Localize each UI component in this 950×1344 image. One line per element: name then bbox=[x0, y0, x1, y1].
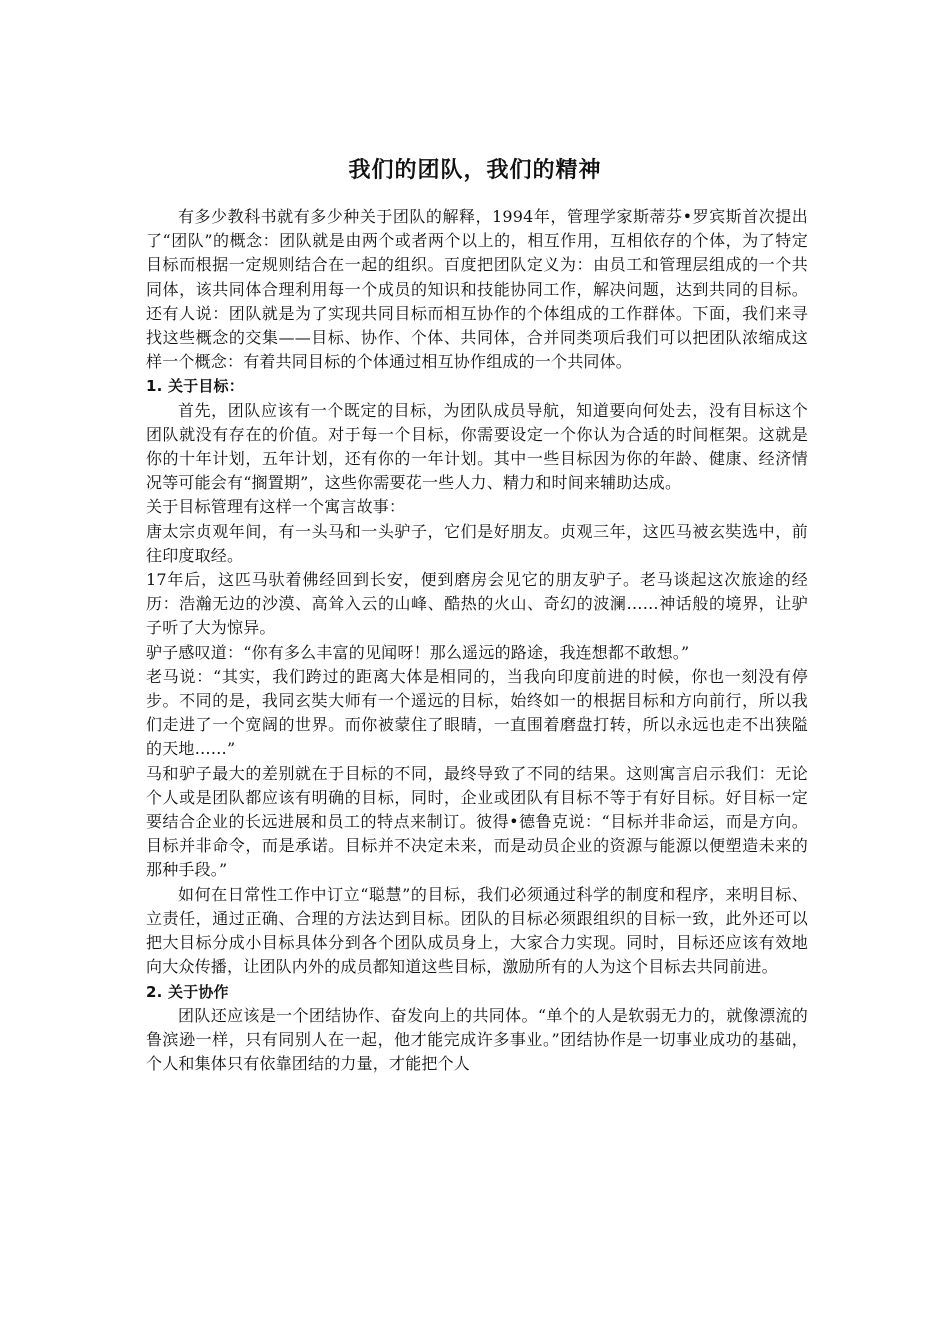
paragraph: 如何在日常性工作中订立“聪慧”的目标，我们必须通过科学的制度和程序，来明目标、立责任，通过正确、合理的方法达到目标。团队的目标必须跟组织的目标一致，此外还可以把大目标分成小目标具体分到各个团队成员身上，大家合力实现。同时，目标还应该有效地向大众传播，让团队内外的成员都知道这些目标，激励所有的人为这个目标去共同前进。 bbox=[146, 884, 808, 977]
paragraph: 首先，团队应该有一个既定的目标，为团队成员导航，知道要向何处去，没有目标这个团队就没有存在的价值。对于每一个目标，你需要设定一个你认为合适的时间框架。这就是你的十年计划，五年计划，还有你的一年计划。其中一些目标因为你的年龄、健康、经济情况等可能会有“搁置期”，这些你需要花一些人力、精力和时间来辅助达成。 bbox=[146, 400, 808, 493]
paragraph: 唐太宗贞观年间，有一头马和一头驴子，它们是好朋友。贞观三年，这匹马被玄奘选中，前往印度取经。 bbox=[146, 521, 808, 565]
paragraph: 团队还应该是一个团结协作、奋发向上的共同体。“单个的人是软弱无力的，就像漂流的鲁滨逊一样，只有同别人在一起，他才能完成许多事业。”团结协作是一切事业成功的基础，个人和集体只有依靠团结的力量，才能把个人 bbox=[146, 1005, 808, 1074]
paragraph: 驴子感叹道：“你有多么丰富的见闻呀！那么遥远的路途，我连想都不敢想。” bbox=[146, 642, 690, 662]
paragraph: 有多少教科书就有多少种关于团队的解释，1994年，管理学家斯蒂芬•罗宾斯首次提出了“团队”的概念：团队就是由两个或者两个以上的，相互作用，互相依存的个体，为了特定目标而根据一定规则结合在一起的组织。百度把团队定义为：由员工和管理层组成的一个共同体，该共同体合理利用每一个成员的知识和技能协同工作，解决问题，达到共同的目标。还有人说：团队就是为了实现共同目标而相互协作的个体组成的工作群体。下面，我们来寻找这些概念的交集——目标、协作、个体、共同体，合并同类项后我们可以把团队浓缩成这样一个概念：有着共同目标的个体通过相互协作组成的一个共同体。 bbox=[146, 207, 808, 372]
document-body bbox=[146, 205, 808, 1076]
paragraph: 17年后，这匹马驮着佛经回到长安，便到磨房会见它的朋友驴子。老马谈起这次旅途的经历：浩瀚无边的沙漠、高耸入云的山峰、酷热的火山、奇幻的波澜……神话般的境界，让驴子听了大为惊异。 bbox=[146, 570, 808, 638]
paragraph: 马和驴子最大的差别就在于目标的不同，最终导致了不同的结果。这则寓言启示我们：无论个人或是团队都应该有明确的目标，同时，企业或团队有目标不等于有好目标。好目标一定要结合企业的长远进展和员工的特点来制订。彼得•德鲁克说：“目标并非命运，而是方向。目标并非命令，而是承诺。目标并不决定未来，而是动员企业的资源与能源以便塑造未来的那种手段。” bbox=[146, 763, 808, 880]
section-heading: 1. 关于目标： bbox=[146, 377, 244, 396]
paragraph: 老马说：“其实，我们跨过的距离大体是相同的，当我向印度前进的时候，你也一刻没有停步。不同的是，我同玄奘大师有一个遥远的目标，始终如一的根据目标和方向前行，所以我们走进了一个宽阔的世界。而你被蒙住了眼睛，一直围着磨盘打转，所以永远也走不出狭隘的天地……” bbox=[146, 666, 808, 759]
document-title: 我们的团队，我们的精神 bbox=[348, 158, 602, 183]
paragraph: 关于目标管理有这样一个寓言故事： bbox=[146, 497, 406, 517]
section-heading: 2. 关于协作 bbox=[146, 982, 229, 1001]
